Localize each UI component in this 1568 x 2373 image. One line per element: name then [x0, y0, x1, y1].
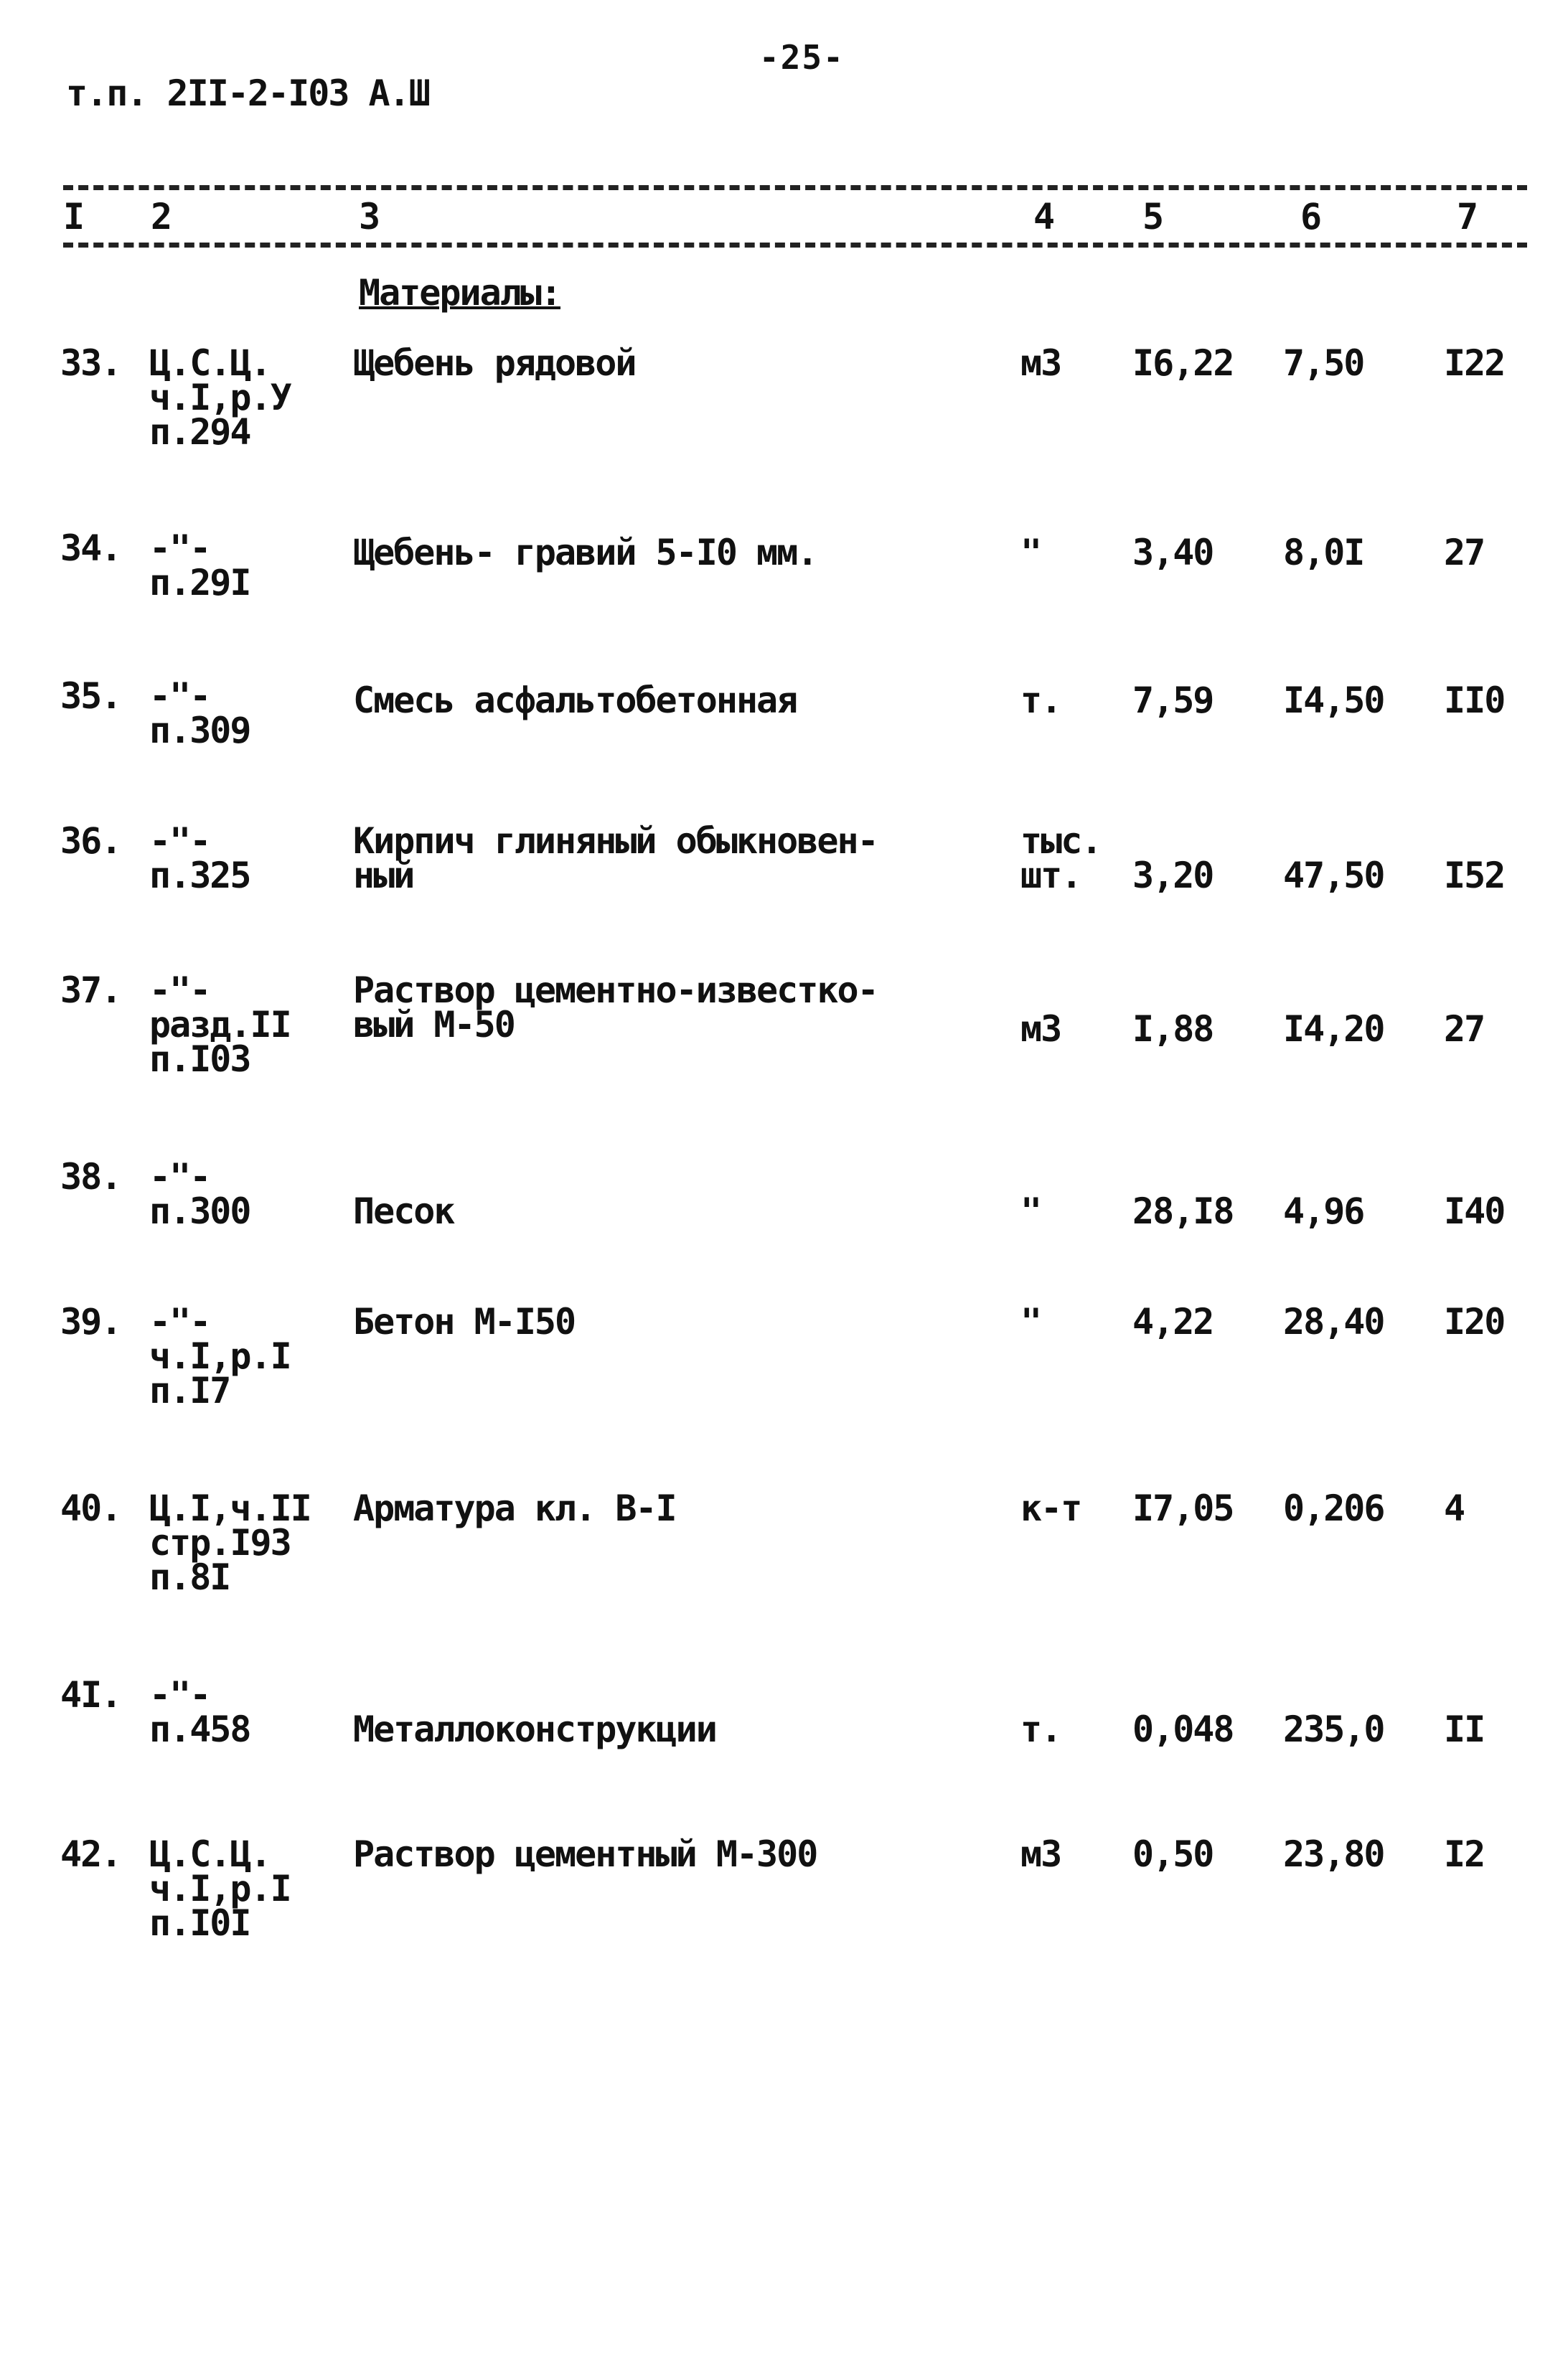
row-sum: I52: [1444, 855, 1505, 896]
row-price: 0,206: [1283, 1488, 1384, 1529]
row-material-name: Смесь асфальтобетонная: [353, 680, 797, 721]
row-quantity: 0,50: [1132, 1833, 1213, 1875]
table-row: [0, 1488, 1568, 1635]
row-sum: II: [1444, 1709, 1485, 1750]
row-quantity: 0,048: [1132, 1709, 1234, 1750]
column-header-3: 3: [359, 196, 380, 238]
row-material-name: Песок: [353, 1190, 454, 1232]
row-unit: к-т: [1020, 1488, 1081, 1529]
table-row: [0, 342, 1568, 489]
column-header-6: 6: [1300, 196, 1321, 238]
row-material-name: Щебень рядовой: [353, 342, 636, 384]
row-reference: -"- п.309: [149, 675, 250, 751]
row-number: 34.: [60, 527, 121, 569]
row-price: 8,0I: [1283, 532, 1364, 573]
row-material-name: Щебень- гравий 5-I0 мм.: [353, 532, 817, 573]
row-quantity: 3,40: [1132, 532, 1213, 573]
row-price: 23,80: [1283, 1833, 1384, 1875]
header-divider-bottom: [63, 243, 1527, 248]
row-price: 28,40: [1283, 1301, 1384, 1343]
row-reference: Ц.I,ч.II стр.I93 п.8I: [149, 1488, 311, 1598]
row-unit: т.: [1020, 680, 1061, 721]
page-number: -25-: [759, 38, 845, 77]
row-unit: м3: [1020, 1833, 1061, 1875]
row-quantity: 28,I8: [1132, 1190, 1234, 1232]
row-material-name: Арматура кл. В-I: [353, 1488, 676, 1529]
row-reference: -"- п.458: [149, 1674, 250, 1750]
row-number: 35.: [60, 675, 121, 717]
row-number: 38.: [60, 1156, 121, 1198]
table-row: [0, 527, 1568, 675]
header-divider-top: [63, 185, 1527, 190]
row-number: 42.: [60, 1833, 121, 1875]
row-sum: 4: [1444, 1488, 1465, 1529]
document-code: т.п. 2II-2-I03 А.Ш: [66, 72, 429, 114]
row-number: 40.: [60, 1488, 121, 1529]
column-header-5: 5: [1142, 196, 1163, 238]
row-number: 36.: [60, 820, 121, 862]
row-number: 33.: [60, 342, 121, 384]
row-quantity: 4,22: [1132, 1301, 1213, 1343]
row-material-name: Металлоконструкции: [353, 1709, 716, 1750]
table-row: [0, 675, 1568, 822]
row-sum: I20: [1444, 1301, 1505, 1343]
row-quantity: I,88: [1132, 1008, 1213, 1050]
row-price: 235,0: [1283, 1709, 1384, 1750]
row-quantity: 3,20: [1132, 855, 1213, 896]
row-sum: I22: [1444, 342, 1505, 384]
column-header-4: 4: [1033, 196, 1054, 238]
row-quantity: 7,59: [1132, 680, 1213, 721]
table-row: [0, 1674, 1568, 1821]
row-sum: I2: [1444, 1833, 1485, 1875]
row-unit: м3: [1020, 1008, 1061, 1050]
row-reference: -"- п.29I: [149, 527, 250, 603]
row-unit: ": [1020, 1301, 1041, 1343]
table-row: [0, 1833, 1568, 1980]
row-price: I4,20: [1283, 1008, 1384, 1050]
table-row: [0, 969, 1568, 1117]
row-unit: м3: [1020, 342, 1061, 384]
column-header-1: I: [63, 196, 84, 238]
row-reference: -"- разд.II п.I03: [149, 969, 291, 1080]
row-reference: -"- п.325: [149, 820, 250, 896]
row-unit: ": [1020, 1190, 1041, 1232]
row-unit: т.: [1020, 1709, 1061, 1750]
row-material-name: Кирпич глиняный обыкновен- ный: [353, 820, 878, 896]
row-quantity: I7,05: [1132, 1488, 1234, 1529]
row-sum: 27: [1444, 1008, 1485, 1050]
row-unit: тыс. шт.: [1020, 820, 1102, 896]
row-number: 39.: [60, 1301, 121, 1343]
row-reference: Ц.С.Ц. ч.I,р.У п.294: [149, 342, 291, 453]
row-sum: I40: [1444, 1190, 1505, 1232]
row-material-name: Раствор цементный М-300: [353, 1833, 817, 1875]
row-number: 4I.: [60, 1674, 121, 1716]
row-price: 4,96: [1283, 1190, 1364, 1232]
row-unit: ": [1020, 532, 1041, 573]
row-reference: Ц.С.Ц. ч.I,р.I п.I0I: [149, 1833, 291, 1944]
table-row: [0, 820, 1568, 967]
table-row: [0, 1301, 1568, 1448]
row-reference: -"- ч.I,р.I п.I7: [149, 1301, 291, 1411]
table-row: [0, 1156, 1568, 1303]
row-price: 7,50: [1283, 342, 1364, 384]
row-sum: 27: [1444, 532, 1485, 573]
row-sum: II0: [1444, 680, 1505, 721]
row-material-name: Бетон М-I50: [353, 1301, 576, 1343]
row-price: I4,50: [1283, 680, 1384, 721]
row-price: 47,50: [1283, 855, 1384, 896]
row-quantity: I6,22: [1132, 342, 1234, 384]
row-reference: -"- п.300: [149, 1156, 250, 1232]
row-material-name: Раствор цементно-известко- вый М-50: [353, 969, 878, 1045]
row-number: 37.: [60, 969, 121, 1011]
column-header-2: 2: [151, 196, 172, 238]
section-title: Материалы:: [359, 272, 561, 314]
column-header-7: 7: [1457, 196, 1478, 238]
